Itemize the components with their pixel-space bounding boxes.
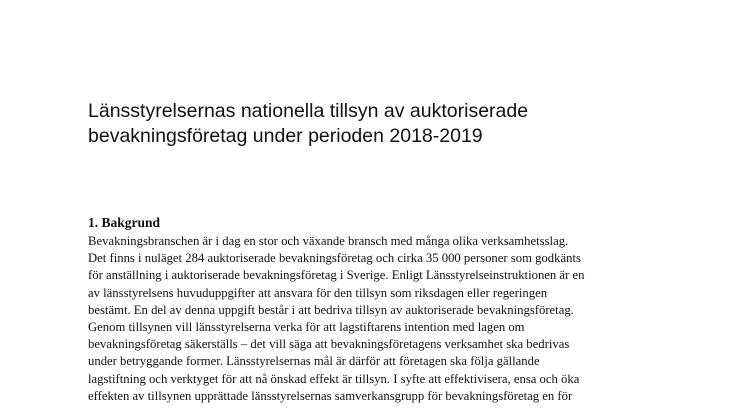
document-title-line: Länsstyrelsernas nationella tillsyn av auktoriserade xyxy=(88,100,529,122)
section-heading: 1. Bakgrund xyxy=(88,215,161,230)
body-line: för anställning i auktoriserade bevakningsföretag i Sverige. Enligt Länsstyrelseinstruktionen är en xyxy=(88,268,585,283)
body-line: Genom tillsynen vill länsstyrelserna verka för att lagstiftarens intention med lagen om xyxy=(88,320,525,335)
document-title-line: bevakningsföretag under perioden 2018-2019 xyxy=(88,125,483,147)
body-line: bevakningsföretag säkerställs – det vill säga att bevakningsföretagens verksamhet ska bedrivas xyxy=(88,337,570,352)
body-line: effekten av tillsynen upprättade länsstyrelsernas samverkansgrupp för bevakningsföretag en för xyxy=(88,388,573,403)
body-line: bestämt. En del av denna uppgift består i att bedriva tillsyn av auktoriserade bevakningsföretag. xyxy=(88,302,574,317)
body-line: av länsstyrelsens huvuduppgifter att ansvara för den tillsyn som riksdagen eller regeringen xyxy=(88,285,548,300)
body-paragraph xyxy=(88,233,688,405)
body-line: under betryggande former. Länsstyrelsernas mål är därför att företagen ska följa gällande xyxy=(88,354,540,369)
body-line: lagstiftning och verktyget för att nå önskad effekt är tillsyn. I syfte att effektivisera, ensa och öka xyxy=(88,371,580,386)
body-line: Det finns i nuläget 284 auktoriserade bevakningsföretag och cirka 35 000 personer som godkänts xyxy=(88,251,581,266)
body-line: Bevakningsbranschen är i dag en stor och växande bransch med många olika verksamhetsslag. xyxy=(88,234,569,248)
document-title xyxy=(88,99,688,149)
